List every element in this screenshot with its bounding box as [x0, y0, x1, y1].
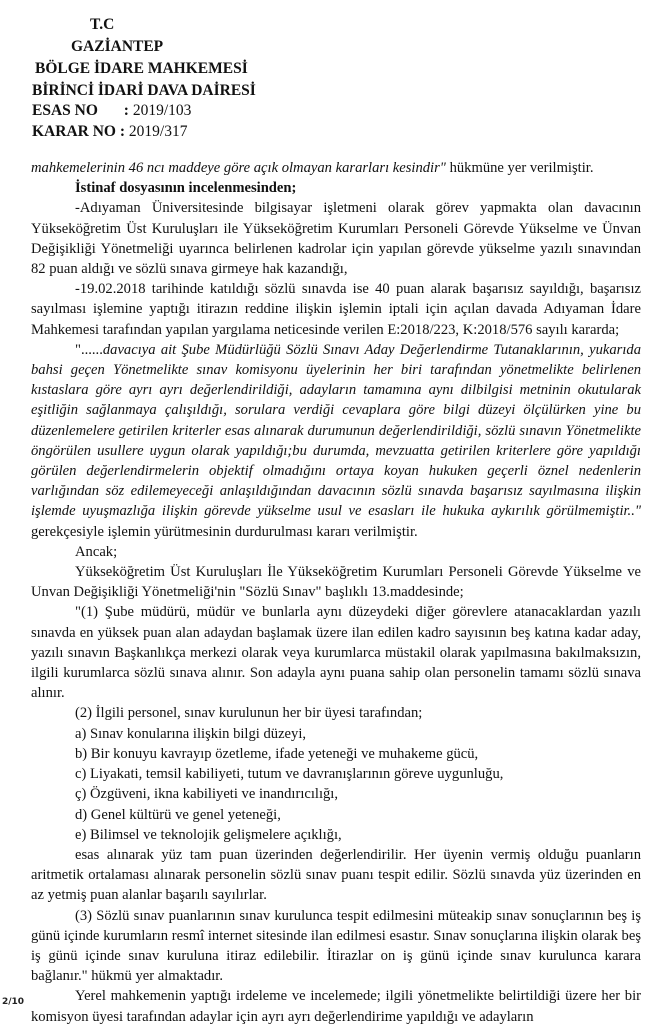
list-item: c) Liyakati, temsil kabiliyeti, tutum ve davranışlarının göreve uygunluğu, — [75, 766, 504, 783]
karar-value: 2019/317 — [128, 123, 188, 140]
karar-row — [32, 121, 187, 143]
header-tc: T.C — [90, 16, 115, 33]
quote-rest: gerekçesiyle işlemin yürütmesinin durdurulması kararı verilmiştir. — [31, 523, 418, 540]
paragraph-5: Yükseköğretim Üst Kuruluşları İle Yükseköğretim Kurumları Personeli Görevde Yükselme ve Unvan Değişikliği Yönetmeliği'nin "Sözlü Sınav" başlıklı 13.maddesinde; — [31, 564, 641, 601]
paragraph-7: (2) İlgili personel, sınav kurulunun her bir üyesi tarafından; — [75, 705, 423, 722]
quote-italic: mahkemelerinin 46 ncı maddeye göre açık olmayan kararları kesindir" — [31, 160, 446, 176]
quote-open: "...... — [75, 341, 103, 358]
paragraph-9: (3) Sözlü sınav puanlarının sınav kurulunca tespit edilmesini müteakip sınav sonuçlarının beş iş günü içinde kurumların resmî internet sitesinde ilan edilmesi esastır. Sınav sonuçlarına ilişkin olarak beş iş günü içinde sınav kuruluna itiraz edilebilir. İtirazlar on iş günü içinde sınav kurulunca karara bağlanır." hükmü yer almaktadır. — [31, 907, 641, 985]
paragraph-continuation — [31, 158, 641, 178]
header-court: BÖLGE İDARE MAHKEMESİ — [35, 60, 248, 77]
quote-rest: hükmüne yer verilmiştir. — [445, 160, 594, 176]
court-decision-quote: davacıya ait Şube Müdürlüğü Sözlü Sınavı Aday Değerlendirme Tutanaklarının, yukarıda bahsi geçen Yönetmelikte sınav komisyonu üyelerinin her biri tarafından yönetmelikte belirlenen kıstaslara göre ayrı ayrı değerlendirildiği, adayların tamamına aynı dilbilgisi metninin okutularak eşitliğin sağlanmaya çalışıldığı, sorulara verdiği cevaplara göre bilgi düzeyi ölçülürken yine bu düzenlemelere getirilen kriterler esas alınarak durumunun değerlendirildiği, sözlü sınavın Yönetmelikte öngörülen usullere uygun olarak yapıldığı;bu durumda, mevzuatta getirilen kriterlere göre yapıldığı görülen değerlendirmelerin objektif olmadığını ortaya koyan hukuken geçerli öznel nedenlerin varlığından söz edilemeyeceği anlaşıldığından davacının sözlü sınavda başarısız sayılmasına ilişkin işlemde uyuşmazlığa ilişkin görevde yükselme usul ve esasları ile hukuka aykırılık görülmemiştir.." — [31, 341, 641, 520]
paragraph-4: Ancak; — [75, 543, 118, 560]
esas-label: ESAS NO — [32, 102, 98, 119]
paragraph-10: Yerel mahkemenin yaptığı irdeleme ve incelemede; ilgili yönetmelikte belirtildiği üzere her bir komisyon üyesi tarafından adaylar için ayrı ayrı değerlendirime yapıldığı ve adayların — [31, 988, 641, 1025]
page-stamp: 2/10 — [2, 997, 25, 1007]
header-city: GAZİANTEP — [71, 38, 164, 55]
paragraph-2: -19.02.2018 tarihinde katıldığı sözlü sınavda ise 40 puan alarak başarısız sayıldığı, başarısız sayılması işlemine yaptığı itirazın reddine ilişkin işlemin iptali için açılan davada Adıyaman İdare Mahkemesi tarafından yapılan yargılama neticesinde verilen E:2018/223, K:2018/576 sayılı kararda; — [31, 281, 641, 338]
section-heading: İstinaf dosyasının incelenmesinden; — [75, 180, 297, 197]
esas-sep: : — [123, 102, 133, 119]
karar-sep: : — [119, 123, 129, 140]
esas-value: 2019/103 — [132, 102, 192, 119]
list-item: ç) Özgüveni, ikna kabiliyeti ve inandırıcılığı, — [75, 786, 339, 803]
list-item: a) Sınav konularına ilişkin bilgi düzeyi, — [75, 725, 307, 742]
paragraph-3 — [31, 340, 641, 542]
esas-row — [32, 100, 191, 122]
list-item: d) Genel kültürü ve genel yeteneği, — [75, 806, 281, 823]
karar-label: KARAR NO — [32, 123, 116, 140]
document-body — [31, 158, 641, 1027]
paragraph-6: "(1) Şube müdürü, müdür ve bunlarla aynı düzeydeki diğer görevlere atanacaklardan yazılı sınavda en yüksek puan alan adaydan başlamak üzere ilan edilen kadro sayısının beş katına kadar aday, yazılı sınavın Başkanlıkça merkezi olarak veya kurumlarca müstakil olarak yapılmasına bakılmaksızın, ilgili kurumlarca sözlü sınava alınır. Son adayla aynı puana sahip olan personelin tamamı sözlü sınava alınır. — [31, 604, 641, 702]
paragraph-1: -Adıyaman Üniversitesinde bilgisayar işletmeni olarak görev yapmakta olan davacının Yükseköğretim Üst Kuruluşları ile Yükseköğretim Kurumları Personeli Görevde Yükselme ve Ünvan Değişikliği Yönetmeliği uyarınca belirlenen kadrolar için yapılan görevde yükselme yazılı sınavından 82 puan aldığı ve sözlü sınava girmeye hak kazandığı, — [31, 200, 641, 278]
list-item: e) Bilimsel ve teknolojik gelişmelere açıklığı, — [75, 826, 342, 843]
header-chamber: BİRİNCİ İDARİ DAVA DAİRESİ — [32, 82, 256, 99]
list-item: b) Bir konuyu kavrayıp özetleme, ifade yeteneği ve muhakeme gücü, — [75, 745, 479, 762]
paragraph-8: esas alınarak yüz tam puan üzerinden değerlendirilir. Her üyenin vermiş olduğu puanların aritmetik ortalaması alınarak personelin sözlü sınav puanı tespit edilir. Sözlü sınavda yüz üzerinden en az yetmiş puan alanlar başarılı sayılırlar. — [31, 846, 641, 904]
